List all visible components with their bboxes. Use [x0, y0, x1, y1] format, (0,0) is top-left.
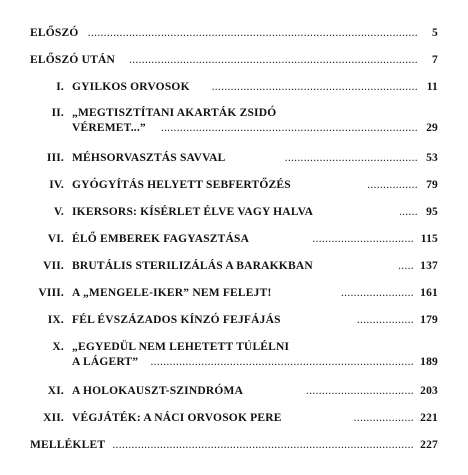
toc-entry-title: ELŐSZÓ	[30, 27, 79, 39]
toc-leader-dots	[112, 438, 414, 452]
toc-leader-dots	[400, 205, 418, 219]
toc-page-number: 11	[426, 81, 438, 93]
toc-page-number: 227	[420, 439, 438, 451]
toc-leader-dots	[356, 313, 414, 327]
toc-entry-title: BRUTÁLIS STERILIZÁLÁS A BARAKKBAN	[72, 260, 313, 272]
toc-chapter-number: VIII.	[38, 287, 64, 299]
toc-leader-dots	[354, 411, 414, 425]
toc-chapter-number: I.	[56, 81, 64, 93]
toc-leader-dots	[130, 53, 418, 67]
toc-page-number: 7	[432, 54, 438, 66]
toc-leader-dots	[368, 178, 418, 192]
toc-entry-title-line-2: A LÁGERT”	[72, 356, 139, 368]
toc-page-number: 95	[426, 206, 438, 218]
toc-entry-title: FÉL ÉVSZÁZADOS KÍNZÓ FEJFÁJÁS	[72, 314, 281, 326]
toc-leader-dots	[88, 26, 418, 40]
toc-entry-title: A HOLOKAUSZT-SZINDRÓMA	[72, 385, 244, 397]
toc-entry-title: ÉLŐ EMBEREK FAGYASZTÁSA	[72, 233, 250, 245]
toc-chapter-number: II.	[51, 107, 64, 119]
toc-chapter-number: VII.	[43, 260, 64, 272]
toc-chapter-number: X.	[52, 341, 64, 353]
toc-chapter-number: XII.	[43, 412, 64, 424]
toc-page-number: 29	[426, 122, 438, 134]
toc-entry-title: MELLÉKLET	[30, 439, 106, 451]
toc-leader-dots	[312, 232, 414, 246]
toc-entry-title: ELŐSZÓ UTÁN	[30, 54, 115, 66]
toc-leader-dots	[284, 151, 418, 165]
toc-chapter-number: IX.	[47, 314, 64, 326]
toc-entry-title: „MEGTISZTÍTANI AKARTÁK ZSIDÓ	[72, 107, 277, 119]
toc-page-number: 5	[432, 27, 438, 39]
toc-chapter-number: XI.	[47, 385, 64, 397]
toc-chapter-number: VI.	[47, 233, 64, 245]
toc-page-number: 79	[426, 179, 438, 191]
toc-leader-dots	[398, 259, 414, 273]
toc-entry-title: GYÓGYÍTÁS HELYETT SEBFERTŐZÉS	[72, 179, 291, 191]
toc-page-number: 189	[420, 356, 438, 368]
toc-page-number: 179	[420, 314, 438, 326]
toc-chapter-number: III.	[46, 152, 64, 164]
toc-page-number: 137	[420, 260, 438, 272]
toc-leader-dots	[306, 384, 414, 398]
toc-entry-title: A „MENGELE-IKER” NEM FELEJT!	[72, 287, 272, 299]
toc-page-number: 221	[420, 412, 438, 424]
toc-entry-title: GYILKOS ORVOSOK	[72, 81, 190, 93]
toc-leader-dots	[212, 80, 418, 94]
toc-entry-title: MÉHSORVASZTÁS SAVVAL	[72, 152, 226, 164]
toc-page-number: 53	[426, 152, 438, 164]
toc-entry-title: „EGYEDÜL NEM LEHETETT TÚLÉLNI	[72, 341, 290, 353]
toc-leader-dots	[340, 286, 414, 300]
toc-entry-title: IKERSORS: KÍSÉRLET ÉLVE VAGY HALVA	[72, 206, 314, 218]
toc-chapter-number: IV.	[49, 179, 64, 191]
toc-chapter-number: V.	[53, 206, 64, 218]
toc-page-number: 203	[420, 385, 438, 397]
toc-entry-title: VÉGJÁTÉK: A NÁCI ORVOSOK PERE	[72, 412, 282, 424]
toc-page-number: 161	[420, 287, 438, 299]
toc-leader-dots	[150, 355, 414, 369]
toc-leader-dots	[160, 121, 418, 135]
toc-page-number: 115	[420, 233, 438, 245]
toc-entry-title-line-2: VÉREMET...”	[72, 122, 146, 134]
